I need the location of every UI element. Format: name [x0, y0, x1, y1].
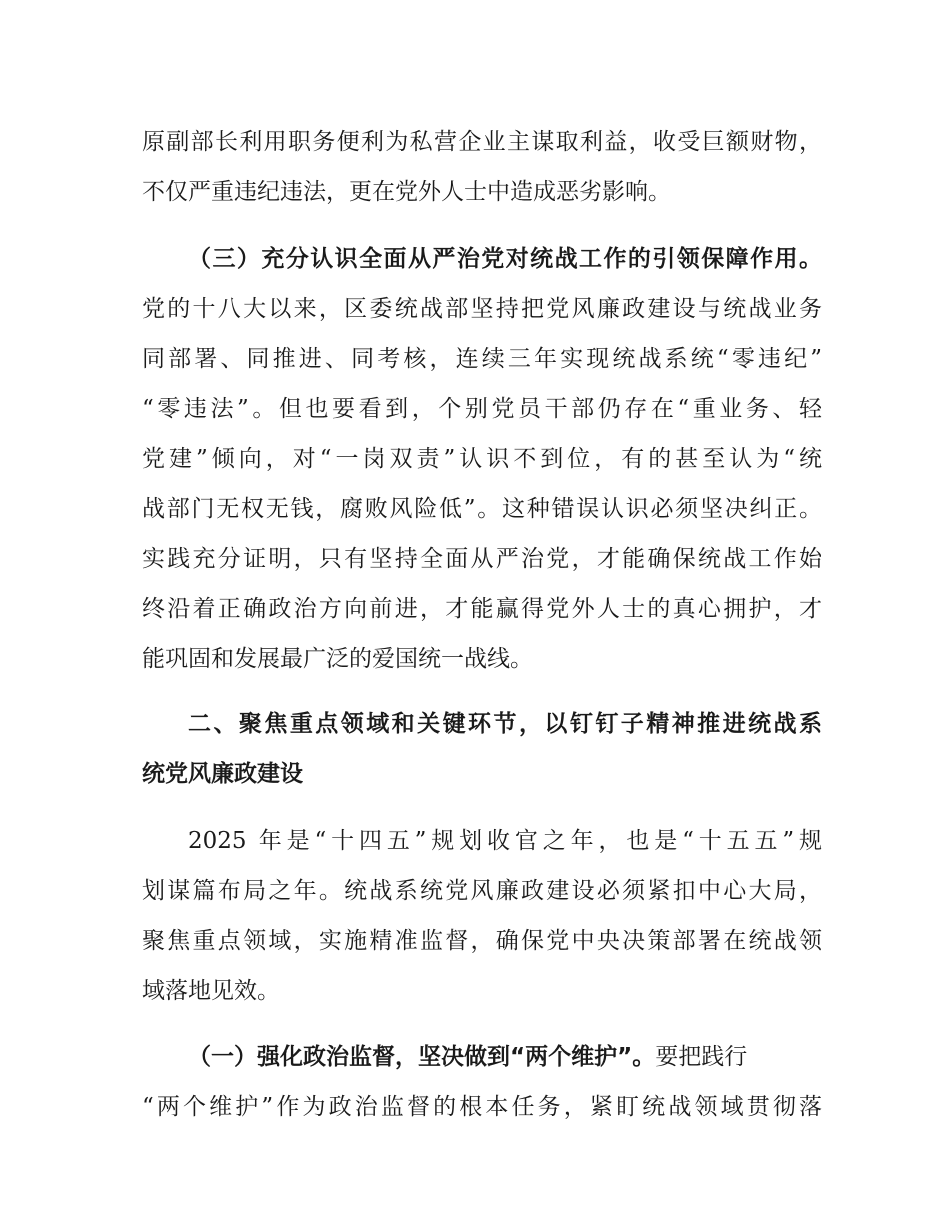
body-text-line: 2025 年是“十四五”规划收官之年，也是“十五五”规 [188, 828, 822, 854]
subsection-heading-1: （一）强化政治监督，坚决做到“两个维护”。 [188, 1044, 656, 1070]
chapter-heading-cont: 统党风廉政建设 [142, 761, 303, 787]
body-text-line: 同部署、同推进、同考核，连续三年实现统战系统“零违纪” [142, 346, 822, 372]
body-text-line: 能巩固和发展最广泛的爱国统一战线。 [142, 646, 533, 672]
body-text-line: 不仅严重违纪违法，更在党外人士中造成恶劣影响。 [142, 179, 671, 205]
section-heading-3: （三）充分认识全面从严治党对统战工作的引领保障作用。 [188, 246, 822, 272]
body-text-line: 划谋篇布局之年。统战系统党风廉政建设必须紧扣中心大局， [142, 878, 822, 904]
body-text-line: 域落地见效。 [142, 978, 280, 1004]
body-text-line: 聚焦重点领域，实施精准监督，确保党中央决策部署在统战领 [142, 928, 822, 954]
body-text-line: 原副部长利用职务便利为私营企业主谋取利益，收受巨额财物， [142, 129, 822, 155]
body-text-line: 党建”倾向，对“一岗双责”认识不到位，有的甚至认为“统 [142, 446, 822, 472]
chapter-heading: 二、聚焦重点领域和关键环节，以钉钉子精神推进统战系 [188, 711, 822, 737]
body-text-run: 要把践行 [655, 1044, 748, 1070]
body-text-line: 实践充分证明，只有坚持全面从严治党，才能确保统战工作始 [142, 546, 822, 572]
body-text-line: 终沿着正确政治方向前进，才能赢得党外人士的真心拥护，才 [142, 596, 822, 622]
body-text-line: “两个维护”作为政治监督的根本任务，紧盯统战领域贯彻落 [142, 1094, 822, 1120]
body-text-line: “零违法”。但也要看到，个别党员干部仍存在“重业务、轻 [142, 396, 822, 422]
subsection-paragraph [188, 1041, 822, 1073]
body-text-line: 战部门无权无钱，腐败风险低”。这种错误认识必须坚决纠正。 [142, 496, 822, 522]
body-text-line: 党的十八大以来，区委统战部坚持把党风廉政建设与统战业务 [142, 296, 822, 322]
